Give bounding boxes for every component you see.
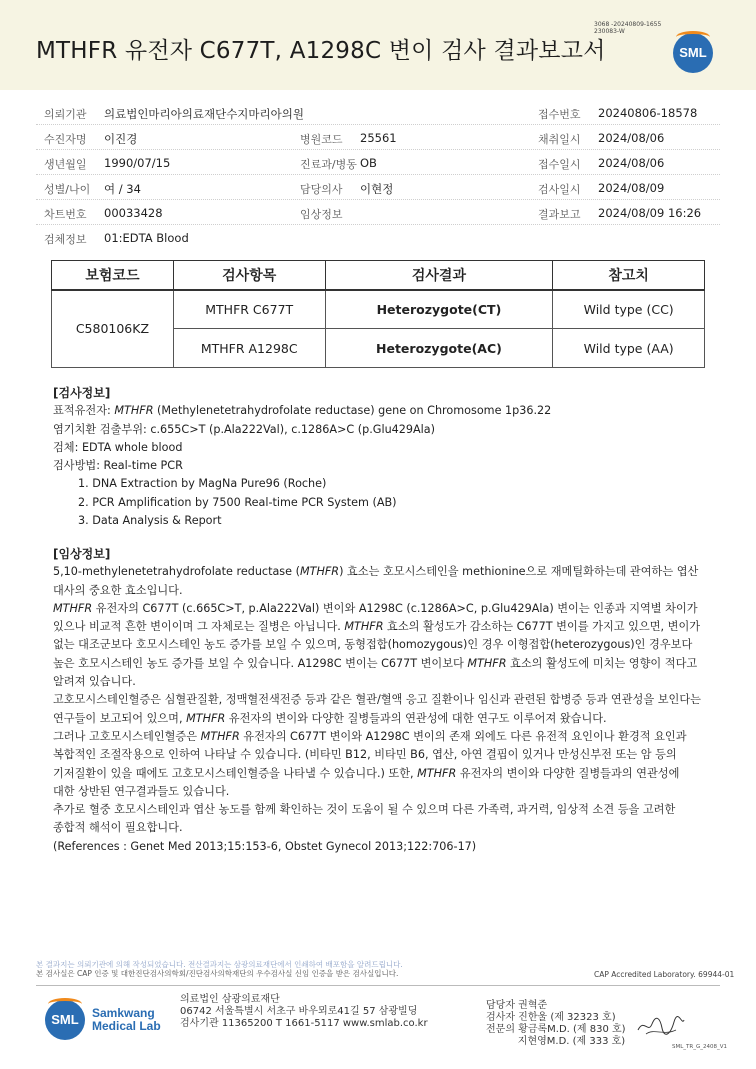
info-label: 의뢰기관 (44, 108, 87, 121)
text-line: 알려져 있습니다. (53, 675, 136, 689)
logo-swoosh-icon (48, 998, 82, 1010)
info-label: 채취일시 (538, 133, 581, 146)
address-line: 검사기관 11365200 T 1661-5117 www.smlab.co.kr (180, 1018, 428, 1029)
staff-line: 지현영M.D. (제 333 호) (486, 1036, 626, 1047)
info-value: 이진경 (104, 132, 138, 146)
info-label: 접수일시 (538, 158, 581, 171)
target-gene-line (53, 402, 723, 420)
text-span: 그러나 고호모시스테인혈증은 (53, 729, 201, 743)
insurance-code: C580106KZ (52, 290, 174, 368)
table-header-row (52, 261, 705, 290)
info-row (36, 100, 720, 125)
gene-name: MTHFR (299, 565, 340, 579)
text-span: 유전자의 C677T (c.665C>T, p.Ala222Val) 변이와 A1298C (c.1286A>C, p.Glu429Ala) 변이는 인종과 지역별 차이가 (92, 601, 698, 615)
sml-logo-text: SML (51, 1012, 79, 1027)
target-label: 표적유전자: (53, 404, 115, 418)
text-line (53, 600, 723, 618)
address-line: 06742 서울특별시 서초구 바우뫼로41길 57 삼광빌딩 (180, 1006, 418, 1017)
text-line: 복합적인 조절작용으로 인하여 나타날 수 있습니다. (비타민 B12, 비타민 B6, 엽산, 아연 결핍이 있거나 만성신부전 또는 암 등의 (53, 748, 677, 762)
patient-info (36, 100, 720, 250)
text-span: 높은 호모시스테인 농도 증가를 보일 수 있습니다. A1298C 변이는 C677T 변이보다 (53, 656, 468, 670)
info-value: 1990/07/15 (104, 156, 171, 170)
info-label: 차트번호 (44, 208, 87, 221)
test-result: Heterozygote(AC) (325, 329, 553, 368)
responsible-staff (486, 1000, 626, 1048)
staff-line: 전문의 황금록M.D. (제 830 호) (486, 1024, 626, 1035)
text-line: 대사의 중요한 효소입니다. (53, 583, 183, 597)
lab-brand-name (92, 1007, 161, 1033)
text-line: 고호모시스테인혈증은 심혈관질환, 정맥혈전색전증 등과 같은 혈관/혈액 응고 질환이나 임신과 관련된 합병증 등과 연관성을 보인다는 (53, 693, 701, 707)
variant-sites: 염기치환 검출부위: c.655C>T (p.Ala222Val), c.1286A>C (p.Glu429Ala) (53, 422, 435, 436)
text-span: 유전자의 변이와 다양한 질병들과의 연관성에 (456, 766, 680, 780)
test-item: MTHFR C677T (173, 290, 325, 329)
info-label: 임상정보 (300, 208, 343, 221)
signature-icon (636, 1014, 686, 1038)
test-result: Heterozygote(CT) (325, 290, 553, 329)
footnote-line: 본 검사실은 CAP 인증 및 대한진단검사의학회/진단검사의학재단의 우수검사실 신임 인증을 받은 검사실입니다. (36, 969, 399, 978)
info-value: 20240806-18578 (598, 106, 698, 120)
references: (References : Genet Med 2013;15:153-6, Obstet Gynecol 2013;122:706-17) (53, 839, 477, 853)
text-line: 추가로 혈중 호모시스테인과 엽산 농도를 함께 확인하는 것이 도움이 될 수 있으며 다른 가족력, 과거력, 임상적 소견 등을 고려한 (53, 803, 676, 817)
reference-value: Wild type (CC) (553, 290, 705, 329)
text-line: 없는 대조군보다 호모시스테인 농도 증가를 보일 수 있으며, 동형접합(homozygous)인 경우 이형접합(heterozygous)인 경우보다 (53, 638, 693, 652)
gene-name: MTHFR (53, 601, 93, 615)
address-line: 의료법인 삼광의료재단 (180, 994, 280, 1005)
footer-divider (36, 985, 720, 986)
column-header: 보험코드 (52, 261, 174, 290)
gene-name: MTHFR (467, 656, 507, 670)
text-line (53, 728, 723, 746)
text-span: ) 효소는 호모시스테인을 methionine으로 재메틸화하는데 관여하는 엽산 (339, 565, 699, 579)
info-label: 결과보고 (538, 208, 581, 221)
text-span: 유전자의 변이와 다양한 질병들과의 연관성에 대한 연구도 이루어져 왔습니다. (225, 711, 607, 725)
info-value: 여 / 34 (104, 182, 141, 196)
gene-name: MTHFR (417, 766, 457, 780)
text-span: 효소의 활성도에 미치는 영향이 적다고 (506, 656, 698, 670)
reference-value: Wild type (AA) (553, 329, 705, 368)
text-line: 종합적 해석이 필요합니다. (53, 821, 183, 835)
info-value: 2024/08/06 (598, 131, 665, 145)
section-heading: [임상정보] (53, 547, 111, 561)
logo-swoosh-icon (676, 31, 710, 43)
column-header: 참고치 (553, 261, 705, 290)
info-label: 담당의사 (300, 183, 343, 196)
info-value: 2024/08/09 16:26 (598, 206, 702, 220)
footnote-line: 본 결과지는 의뢰기관에 의해 작성되었습니다. 전산결과지는 삼광의료재단에서 인쇄하여 배포함을 알려드립니다. (36, 960, 403, 969)
specimen-line: 검체: EDTA whole blood (53, 440, 183, 454)
info-label: 진료과/병동 (300, 158, 357, 171)
info-value: 25561 (360, 131, 397, 145)
document-id (594, 21, 661, 35)
text-span: 연구들이 보고되어 있으며, (53, 711, 187, 725)
info-value: 2024/08/06 (598, 156, 665, 170)
info-row (36, 225, 720, 250)
info-value: OB (360, 156, 377, 170)
info-label: 검사일시 (538, 183, 581, 196)
info-value: 2024/08/09 (598, 181, 665, 195)
column-header: 검사항목 (173, 261, 325, 290)
text-span: 효소의 활성도가 감소하는 C677T 변이를 가지고 있으면, 변이가 (383, 620, 701, 634)
text-line (53, 563, 723, 581)
text-span: 기저질환이 있을 때에도 고호모시스테인혈증을 나타낼 수 있습니다.) 또한, (53, 766, 418, 780)
test-info-section (53, 384, 723, 530)
info-label: 수진자명 (44, 133, 87, 146)
info-row (36, 125, 720, 150)
text-line (53, 618, 723, 636)
method-step: 3. Data Analysis & Report (78, 514, 222, 528)
info-label: 성별/나이 (44, 183, 91, 196)
info-row (36, 175, 720, 200)
info-value: 01:EDTA Blood (104, 231, 189, 245)
target-description: (Methylenetetrahydrofolate reductase) gene on Chromosome 1p36.22 (153, 404, 552, 418)
document-id-line2: 230083-W (594, 28, 625, 35)
text-span: 유전자의 C677T 변이와 A1298C 변이의 존재 외에도 다른 유전적 요인이나 환경적 요인과 (239, 729, 687, 743)
footnote (36, 960, 403, 978)
text-line (53, 765, 723, 783)
gene-name: MTHFR (200, 729, 240, 743)
text-span: 있으나 비교적 흔한 변이이며 그 자체로는 질병은 아닙니다. (53, 620, 345, 634)
clinical-info-section (53, 545, 723, 856)
text-line: 대한 상반된 연구결과들도 있습니다. (53, 784, 230, 798)
info-value: 의료법인마리아의료재단수지마리아의원 (104, 107, 304, 121)
gene-name: MTHFR (344, 620, 384, 634)
test-item: MTHFR A1298C (173, 329, 325, 368)
staff-line: 검사자 진한울 (제 32323 호) (486, 1012, 616, 1023)
text-span: 5,10-methylenetetrahydrofolate reductase ( (53, 565, 300, 579)
info-label: 병원코드 (300, 133, 343, 146)
page-title: MTHFR 유전자 C677T, A1298C 변이 검사 결과보고서 (36, 38, 606, 64)
document-id-line1: 3068 -20240809-1655 (594, 21, 662, 28)
info-row (36, 150, 720, 175)
method-step: 2. PCR Amplification by 7500 Real-time PCR System (AB) (78, 495, 397, 509)
lab-address (180, 994, 428, 1030)
brand-line: Samkwang (92, 1006, 155, 1020)
text-line (53, 710, 723, 728)
column-header: 검사결과 (325, 261, 553, 290)
method-line: 검사방법: Real-time PCR (53, 459, 183, 473)
staff-line: 담당자 권혁준 (486, 1000, 548, 1011)
results-table (51, 260, 705, 368)
info-label: 생년월일 (44, 158, 87, 171)
gene-name: MTHFR (114, 404, 154, 418)
info-value: 이현정 (360, 182, 394, 196)
info-label: 검체정보 (44, 233, 87, 246)
info-row (36, 200, 720, 225)
info-label: 접수번호 (538, 108, 581, 121)
form-code: SML_TR_G_2408_V1 (672, 1044, 728, 1050)
section-heading: [검사정보] (53, 386, 111, 400)
cap-accreditation: CAP Accredited Laboratory. 69944-01 (594, 970, 735, 979)
table-row (52, 290, 705, 329)
method-step: 1. DNA Extraction by MagNa Pure96 (Roche) (78, 477, 327, 491)
info-value: 00033428 (104, 206, 163, 220)
sml-logo-text: SML (679, 45, 707, 60)
gene-name: MTHFR (186, 711, 226, 725)
brand-line: Medical Lab (92, 1019, 161, 1033)
text-line (53, 655, 723, 673)
